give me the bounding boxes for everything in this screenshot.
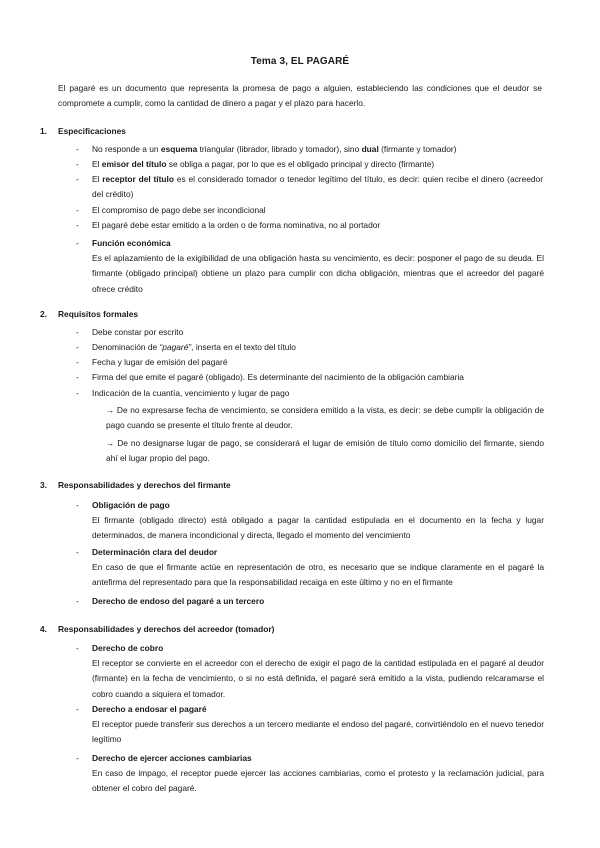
- bullet-dash: -: [76, 220, 79, 230]
- bullet-dash: -: [76, 643, 79, 653]
- list-item-text: El emisor del título se obliga a pagar, por lo que es el obligado principal y directo (firmante): [92, 159, 435, 169]
- section-number: 3.: [40, 480, 47, 490]
- list-item-text: El pagaré debe estar emitido a la orden o de forma nominativa, no al portador: [92, 220, 381, 230]
- bullet-dash: -: [76, 547, 79, 557]
- item-body: El receptor se convierte en el acreedor con el derecho de exigir el pago de la cantidad estipulada en el pagaré al deudor (firmante) en la fecha de vencimiento, o si no está definida, el pagaré será emitido a la vista, pudiendo relcaramarse el cobro cuando a siquiera el tomador.: [92, 658, 544, 699]
- subheading: Determinación clara del deudor: [92, 547, 218, 557]
- subheading: Derecho de cobro: [92, 643, 164, 653]
- subheading: Obligación de pago: [92, 500, 170, 510]
- item-body: El receptor puede transferir sus derechos a un tercero mediante el endoso del pagaré, convirtiéndolo en el nuevo tenedor legítimo: [92, 719, 544, 745]
- bullet-dash: -: [76, 238, 79, 248]
- list-item-text: No responde a un esquema triangular (librador, librado y tomador), sino dual (firmante y tomador): [92, 144, 457, 154]
- section-4-heading: [40, 624, 560, 634]
- item-body: En caso de impago, el receptor puede ejercer las acciones cambiarias, como el protesto y la reclamación judicial, para obtener el cobro del pagaré.: [92, 768, 544, 794]
- list-item-text: Firma del que emite el pagaré (obligado). Es determinante del nacimiento de la obligación cambiaria: [92, 372, 464, 382]
- subheading: Derecho a endosar el pagaré: [92, 704, 207, 714]
- bullet-dash: -: [76, 144, 79, 154]
- section-title: Especificaciones: [58, 126, 126, 136]
- bullet-dash: -: [76, 357, 79, 367]
- section-number: 2.: [40, 309, 47, 319]
- list-item-text: Denominación de “pagaré”, inserta en el texto del título: [92, 342, 296, 352]
- sub-item: → De no designarse lugar de pago, se considerará el lugar de emisión de título como domicilio del firmante, siendo ahí el lugar propio del pago.: [106, 438, 544, 464]
- section-number: 4.: [40, 624, 47, 634]
- subheading: Derecho de endoso del pagaré a un tercero: [92, 596, 265, 606]
- section-2-heading: [40, 309, 560, 319]
- subheading: Función económica: [92, 238, 171, 248]
- section-title: Requisitos formales: [58, 309, 139, 319]
- bullet-dash: -: [76, 753, 79, 763]
- bullet-dash: -: [76, 159, 79, 169]
- subheading: Derecho de ejercer acciones cambiarias: [92, 753, 252, 763]
- bullet-dash: -: [76, 174, 79, 184]
- section-title: Responsabilidades y derechos del acreedor (tomador): [58, 624, 275, 634]
- section-1-heading: [40, 126, 560, 136]
- section-number: 1.: [40, 126, 47, 136]
- bullet-dash: -: [76, 596, 79, 606]
- bullet-dash: -: [76, 500, 79, 510]
- list-item-text: Indicación de la cuantía, vencimiento y lugar de pago: [92, 388, 290, 398]
- item-body: En caso de que el firmante actúe en representación de otro, es necesario que se indique claramente en el pagaré la antefirma del representado para que la responsabilidad recaiga en este último y no en el firmante: [92, 562, 544, 588]
- bullet-dash: -: [76, 704, 79, 714]
- section-title: Responsabilidades y derechos del firmante: [58, 480, 231, 490]
- bullet-dash: -: [76, 342, 79, 352]
- page-title: Tema 3, EL PAGARÉ: [250, 56, 350, 67]
- list-item-text: El compromiso de pago debe ser incondicional: [92, 205, 266, 215]
- item-body: El firmante (obligado directo) está obligado a pagar la cantidad estipulada en el documento en la fecha y lugar determinados, de manera incondicional y directa, llegado el momento del vencimiento: [92, 515, 544, 541]
- bullet-dash: -: [76, 205, 79, 215]
- bullet-dash: -: [76, 372, 79, 382]
- list-item-text: Fecha y lugar de emisión del pagaré: [92, 357, 228, 367]
- sub-item: → De no expresarse fecha de vencimiento, se considera emitido a la vista, es decir: se debe cumplir la obligación de pago cuando se presente el título frente al deudor.: [106, 405, 544, 431]
- list-item-text: Debe constar por escrito: [92, 327, 184, 337]
- intro-paragraph: El pagaré es un documento que representa la promesa de pago a alguien, estableciendo las condiciones que el deudor se compromete a cumplir, como la cantidad de dinero a pagar y el plazo para hacerlo.: [58, 83, 542, 109]
- list-item-text: El receptor del título es el considerado tomador o tenedor legítimo del título, es decir: quien recibe el dinero (acreedor del crédito): [92, 174, 543, 200]
- section-3-heading: [40, 480, 560, 490]
- bullet-dash: -: [76, 388, 79, 398]
- item-body: Es el aplazamiento de la exigibilidad de una obligación hasta su vencimiento, es decir: posponer el pago de su deuda. El firmante (obligado principal) obtiene un plazo para cumplir con dicha obligación, mientras que el acreedor del pagaré ofrece crédito: [92, 253, 544, 294]
- bullet-dash: -: [76, 327, 79, 337]
